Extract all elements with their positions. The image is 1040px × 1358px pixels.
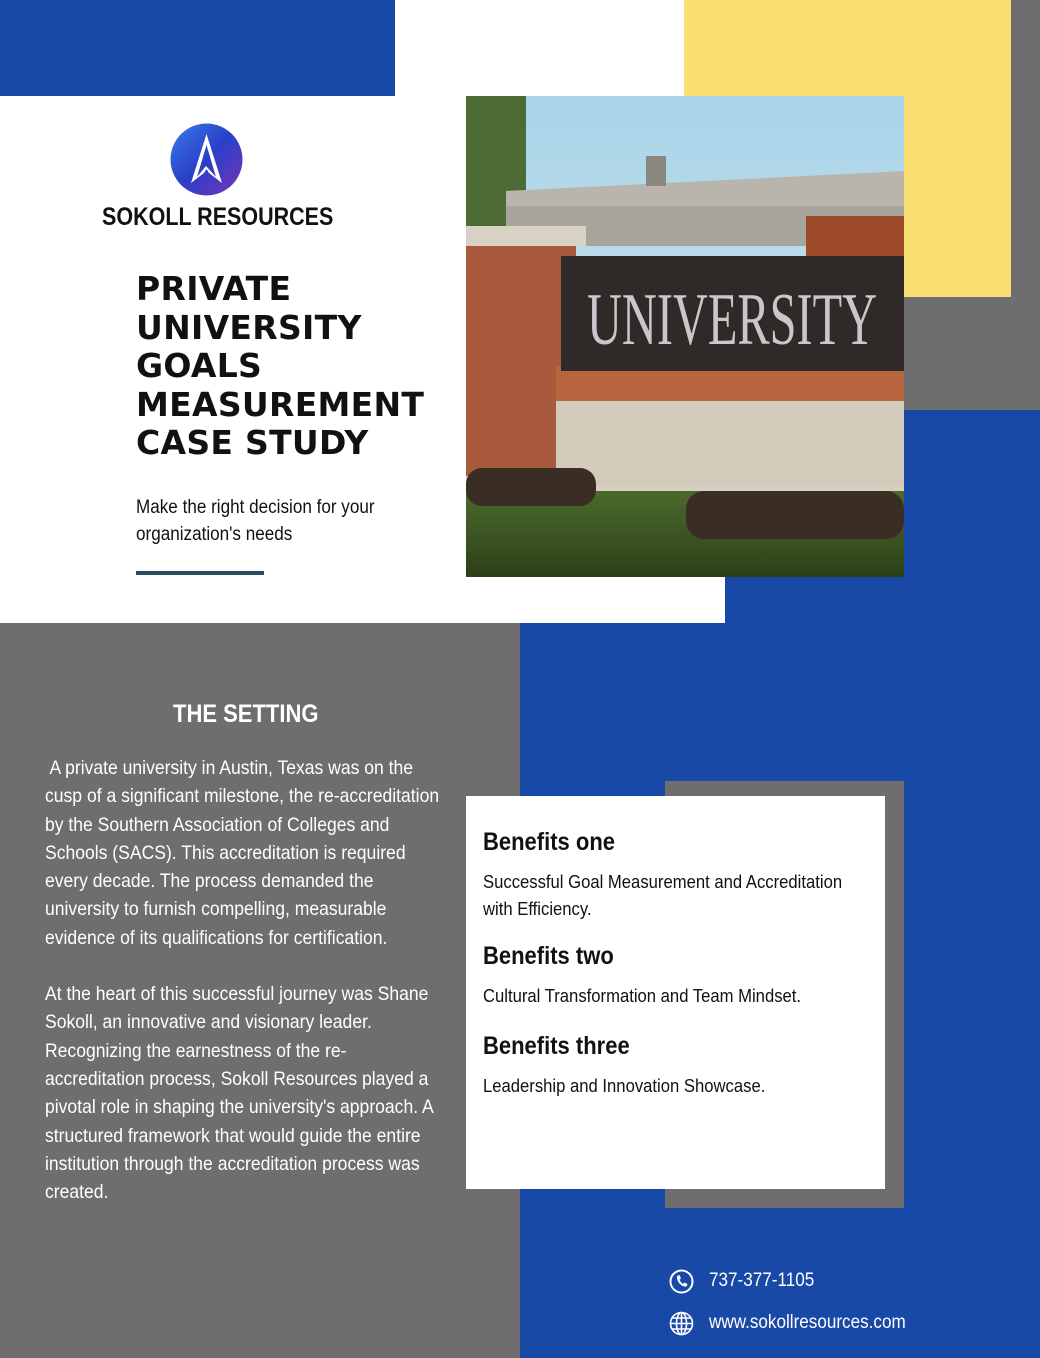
benefit-text: Successful Goal Measurement and Accreditation with Efficiency. bbox=[483, 871, 843, 919]
benefit-text: Cultural Transformation and Team Mindset. bbox=[483, 985, 802, 1006]
phone-icon bbox=[669, 1269, 694, 1294]
website-link[interactable]: www.sokollresources.com bbox=[709, 1312, 906, 1333]
brand-name: SOKOLL RESOURCES bbox=[102, 203, 334, 231]
setting-body bbox=[45, 754, 445, 1206]
benefit-text: Leadership and Innovation Showcase. bbox=[483, 1074, 766, 1096]
phone-number: 737-377-1105 bbox=[709, 1270, 815, 1291]
university-sign-photo bbox=[466, 96, 904, 577]
globe-icon bbox=[669, 1311, 694, 1336]
setting-paragraph: A private university in Austin, Texas was on the cusp of a significant milestone, the re-accreditation by the Southern Association of Colleges and Schools (SACS). This accreditation is required every decade. The process demanded the university to furnish compelling, measurable evidence of its qualifications for certification. bbox=[45, 757, 440, 949]
benefit-title: Benefits three bbox=[483, 1031, 630, 1060]
accent-divider bbox=[136, 571, 264, 575]
logo bbox=[170, 123, 243, 196]
photo-sign-text: UNIVERSITY bbox=[587, 279, 877, 361]
compass-arrow-icon bbox=[170, 123, 243, 196]
setting-paragraph: At the heart of this successful journey was Shane Sokoll, an innovative and visionary leader. Recognizing the earnestness of the re-accreditation process, Sokoll Resources played a pivotal role in shaping the university's approach. A structured framework that would guide the entire institution through the accreditation process was created. bbox=[45, 983, 433, 1204]
right-gray-block bbox=[904, 297, 1040, 410]
setting-heading: THE SETTING bbox=[173, 700, 319, 728]
benefits-card bbox=[466, 796, 885, 1189]
subtitle: Make the right decision for your organization's needs bbox=[136, 497, 375, 545]
benefit-title: Benefits two bbox=[483, 942, 614, 970]
benefit-title: Benefits one bbox=[483, 828, 616, 856]
top-left-blue-block bbox=[0, 0, 395, 96]
page-title: PRIVATE UNIVERSITY GOALS MEASUREMENT CASE STUDY bbox=[136, 269, 425, 462]
